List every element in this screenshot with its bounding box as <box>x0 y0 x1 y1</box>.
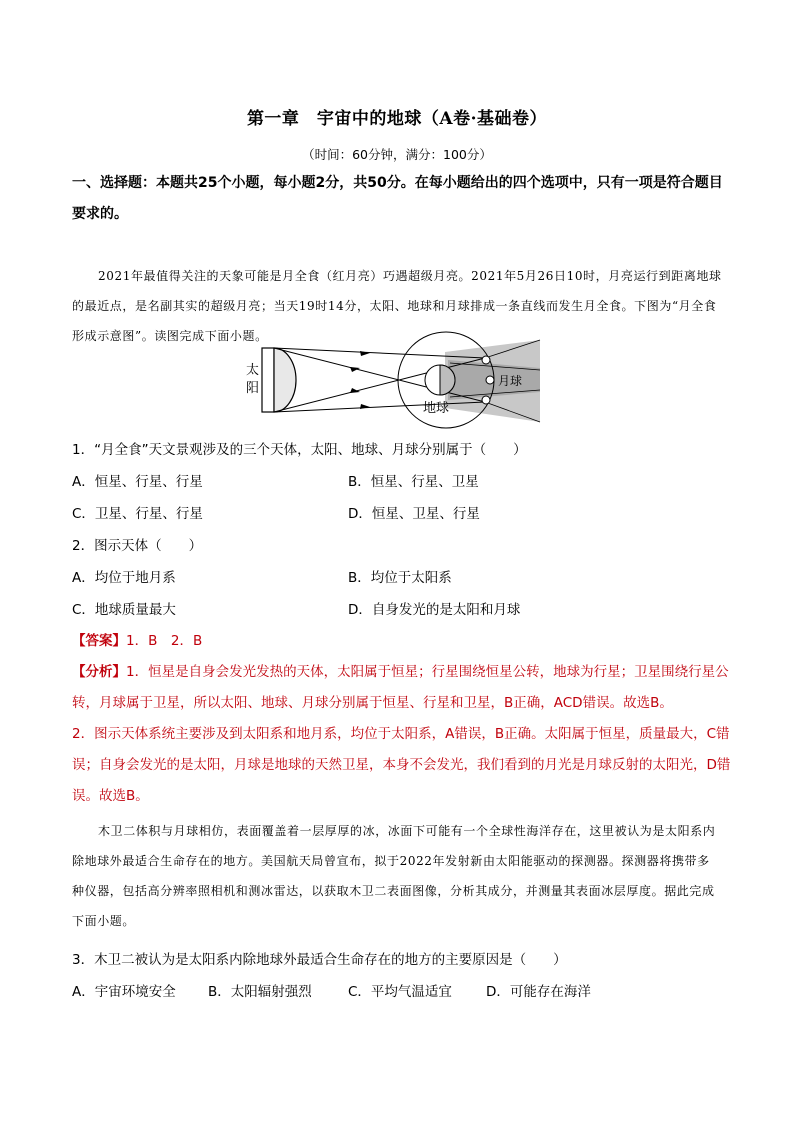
earth-label: 地球 <box>423 401 450 416</box>
q2-option-d[interactable]: D．自身发光的是太阳和月球 <box>348 602 521 618</box>
q3-option-a[interactable]: A．宇宙环境安全 <box>72 984 176 1000</box>
analysis-text-1: 1．恒星是自身会发光发热的天体，太阳属于恒星；行星围绕恒星公转，地球为行星；卫星围绕行星公转，月球属于卫星，所以太阳、地球、月球分别属于恒星、行星和卫星，B正确，ACD错误。故选B。 <box>72 664 729 711</box>
moon-label: 月球 <box>498 374 523 388</box>
sun-label-bottom: 阳 <box>246 381 260 396</box>
sun-label-top: 太 <box>246 363 260 378</box>
analysis-tag: 【分析】 <box>72 664 126 680</box>
answer-line <box>72 626 736 657</box>
exam-info: （时间：60分钟，满分：100分） <box>302 147 492 162</box>
q2-option-a[interactable]: A．均位于地月系 <box>72 570 176 586</box>
q1-option-b[interactable]: B．恒星、行星、卫星 <box>348 474 479 490</box>
material-passage-2: 木卫二体积与月球相仿，表面覆盖着一层厚厚的冰，冰面下可能有一个全球性海洋存在，这里被认为是太阳系内除地球外最适合生命存在的地方。美国航天局曾宣布，拟于2022年发射新由太阳能驱动的探测器。探测器将携带多种仪器，包括高分辨率照相机和测冰雷达，以获取木卫二表面图像，分析其成分，并测量其表面冰层厚度。据此完成下面小题。 <box>72 824 716 928</box>
answer-text: 1．B 2．B <box>126 633 203 649</box>
sun-bar <box>262 348 274 412</box>
moon-position <box>482 356 490 364</box>
q2-option-c[interactable]: C．地球质量最大 <box>72 602 176 618</box>
q1-option-d[interactable]: D．恒星、卫星、行星 <box>348 506 480 522</box>
question-1-stem: 1．“月全食”天文景观涉及的三个天体，太阳、地球、月球分别属于（ ） <box>72 442 527 458</box>
q3-option-b[interactable]: B．太阳辐射强烈 <box>208 984 312 1000</box>
section-heading: 一、选择题：本题共25个小题，每小题2分，共50分。在每小题给出的四个选项中，只有一项是符合题目要求的。 <box>72 175 723 222</box>
moon-position <box>482 396 490 404</box>
q3-option-d[interactable]: D．可能存在海洋 <box>486 984 591 1000</box>
moon-position <box>486 376 494 384</box>
analysis-paragraph-1 <box>72 657 736 719</box>
q3-option-c[interactable]: C．平均气温适宜 <box>348 984 452 1000</box>
lunar-eclipse-diagram <box>240 330 560 430</box>
ray-arrow <box>360 404 370 409</box>
question-2-stem: 2．图示天体（ ） <box>72 538 203 554</box>
q1-option-c[interactable]: C．卫星、行星、行星 <box>72 506 203 522</box>
answer-tag: 【答案】 <box>72 633 126 649</box>
material-passage-1: 2021年最值得关注的天象可能是月全食（红月亮）巧遇超级月亮。2021年5月26日10时，月亮运行到距离地球的最近点，是名副其实的超级月亮；当天19时14分，太阳、地球和月球排成一条直线而发生月全食。下图为“月全食形成示意图”。读图完成下面小题。 <box>72 269 722 343</box>
sun-shape <box>274 348 296 412</box>
q2-option-b[interactable]: B．均位于太阳系 <box>348 570 452 586</box>
ray-arrow <box>360 351 370 356</box>
page-title: 第一章 宇宙中的地球（A卷·基础卷） <box>246 109 548 129</box>
q1-option-a[interactable]: A．恒星、行星、行星 <box>72 474 203 490</box>
question-3-stem: 3．木卫二被认为是太阳系内除地球外最适合生命存在的地方的主要原因是（ ） <box>72 952 567 968</box>
analysis-paragraph-2: 2．图示天体系统主要涉及到太阳系和地月系，均位于太阳系，A错误，B正确。太阳属于恒星，质量最大，C错误；自身会发光的是太阳，月球是地球的天然卫星，本身不会发光，我们看到的月光是月球反射的太阳光，D错误。故选B。 <box>72 726 731 804</box>
